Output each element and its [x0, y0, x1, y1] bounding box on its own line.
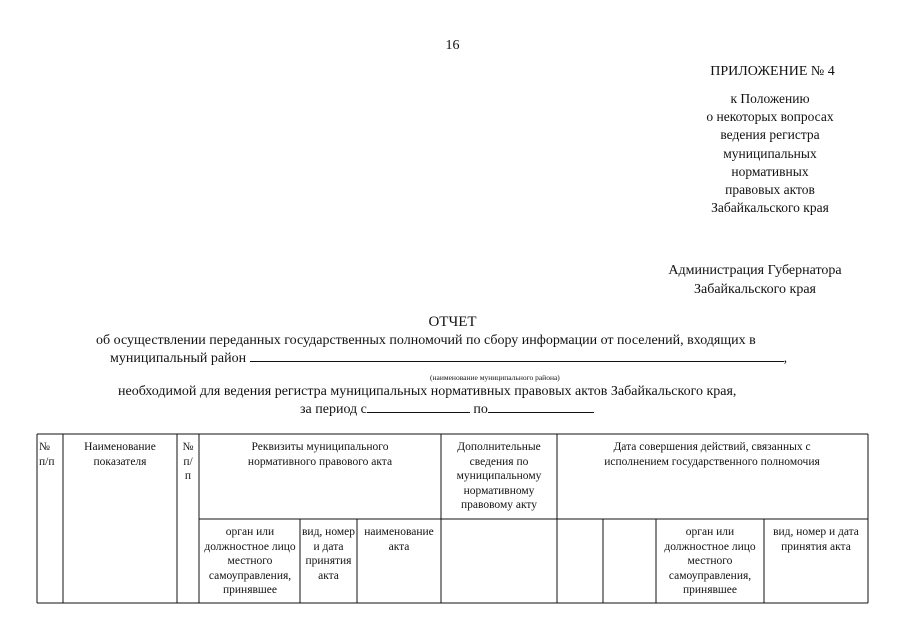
header-number-2: № п/ п: [182, 441, 194, 482]
header-action-dates: Дата совершения действий, связанных с исполнением государственного полномочия: [604, 441, 820, 468]
header-number: № п/п: [39, 441, 55, 468]
report-title: ОТЧЕТ: [428, 314, 477, 330]
recipient-line: Забайкальского края: [693, 281, 816, 297]
period-from-label: за период с: [300, 402, 367, 417]
header-act-requisites: Реквизиты муниципального нормативного правового акта: [247, 441, 393, 468]
appendix-line: Забайкальского края: [711, 200, 829, 216]
district-comma: ,: [783, 351, 788, 366]
subheader-adopting-body: орган или должностное лицо местного самоуправления, принявшее: [204, 526, 296, 596]
recipient-line: Администрация Губернатора: [668, 263, 842, 278]
appendix-line: ведения регистра: [720, 127, 820, 143]
period-to-label: по: [473, 402, 488, 417]
appendix-title: ПРИЛОЖЕНИЕ № 4: [710, 64, 835, 79]
subheader-act-kind-number-date: вид, номер и дата принятия акта: [302, 526, 356, 582]
report-purpose-line: необходимой для ведения регистра муниципальных нормативных правовых актов Забайкальского края,: [118, 384, 737, 399]
report-subject-line: об осуществлении переданных государственных полномочий по сбору информации от поселений, входящих в: [96, 333, 756, 348]
header-additional-info: Дополнительные сведения по муниципальному нормативному правовому акту: [456, 441, 542, 511]
subheader-adopting-body-2: орган или должностное лицо местного самоуправления, принявшее: [664, 526, 756, 596]
subheader-act-kind-number-date-2: вид, номер и дата принятия акта: [773, 526, 859, 553]
district-field-note: (наименование муниципального района): [430, 373, 560, 382]
appendix-line: муниципальных: [723, 145, 817, 161]
page-number: 16: [445, 38, 460, 53]
subheader-act-name: наименование акта: [364, 526, 434, 553]
appendix-line: о некоторых вопросах: [706, 109, 834, 125]
appendix-line: правовых актов: [725, 182, 815, 198]
appendix-line: к Положению: [730, 91, 810, 106]
header-indicator-name: Наименование показателя: [84, 441, 156, 468]
appendix-line: нормативных: [731, 163, 809, 179]
district-label: муниципальный район: [110, 351, 247, 366]
